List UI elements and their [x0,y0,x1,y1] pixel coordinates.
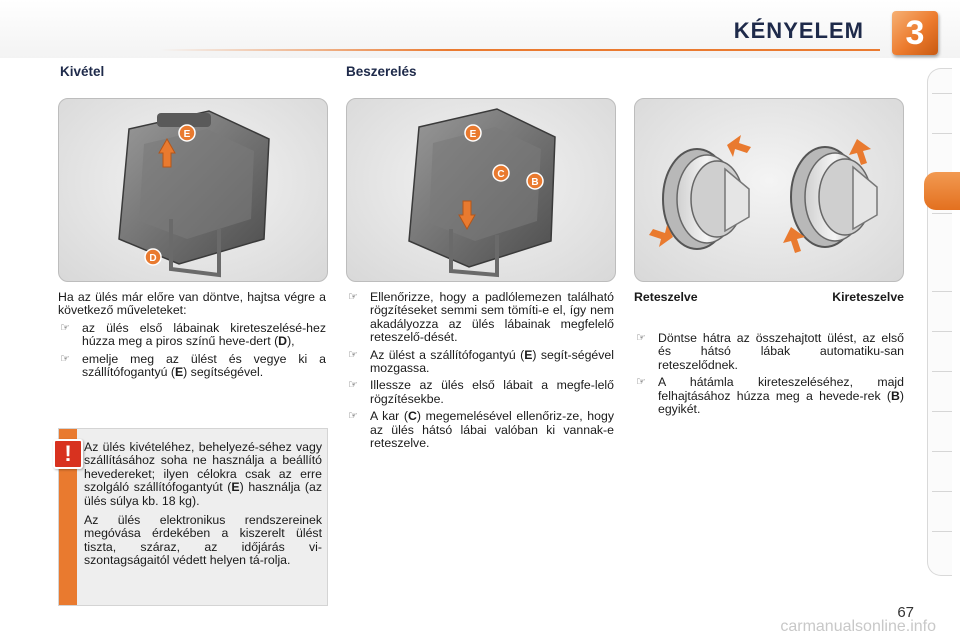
tab-chapter-3-active[interactable] [924,172,960,210]
bullet-text: ) megemelésével ellenőriz-ze, hogy az ülés hátsó lábai valóban ki vannak-e reteszelve. [370,409,614,451]
section-heading-removal: Kivétel [60,64,105,79]
bullet-text: A kar ( [370,409,408,424]
bullet-key: B [891,388,900,403]
bullet-hand-icon: ☞ [348,348,358,361]
bullet-text: ) segít-ségével mozgassa. [370,347,614,376]
footer-watermark: carmanualsonline.info [780,618,936,635]
bullet-text: ) egyikét. [658,388,904,417]
bullet-hand-icon: ☞ [348,410,358,423]
list-item [346,349,614,376]
figure-seat-removal [58,98,328,282]
warning-paragraph [84,441,322,508]
bullet-text: emelje meg az ülést és vegye ki a szállítófogantyú ( [82,351,326,380]
header-accent-line [160,49,880,51]
bullet-key: D [278,334,288,349]
tab-divider [932,531,952,532]
list-item [634,332,904,372]
tab-divider [932,411,952,412]
tab-divider [932,133,952,134]
warning-text-part: Az ülés kivételéhez, behelyezé-séhez vagy szállításához soha ne használja a beállító hevedereket; ilyen célokra csak az erre szolgáló szállítófogantyút ( [84,440,322,495]
tab-divider [932,291,952,292]
list-item [58,353,326,380]
chapter-tabs [927,68,952,576]
list-item [634,376,904,416]
list-item [346,410,614,450]
bullet-key: E [174,365,184,380]
bullet-text: ) segítségével. [183,365,264,380]
warning-text-part: ) használja (az ülés súlya kb. 18 kg). [84,480,322,508]
bullet-text: Ellenőrizze, hogy a padlólemezen található rögzítéseket semmi sem tömíti-e el, így nem akadályozza az ülés lábainak megfelelő reteszelő-dését. [370,290,614,345]
removal-intro: Ha az ülés már előre van döntve, hajtsa végre a következő műveleteket: [58,290,326,318]
tumble-text [634,332,904,420]
bullet-text: az ülés első lábainak kireteszelésé-hez húzza meg a piros színű heve-dert ( [82,320,326,349]
bullet-hand-icon: ☞ [60,352,70,365]
section-heading-installation: Beszerelés [346,64,417,79]
bullet-text: A hátámla kireteszeléséhez, majd felhajtásához húzza meg a hevede-rek ( [658,375,904,403]
bullet-hand-icon: ☞ [60,321,70,334]
warning-paragraph: Az ülés elektronikus rendszereinek megóvása érdekében a kiszerelt ülést tiszta, száraz, az időjárás vi-szontagságaitól védett helyen tá-rolja. [84,513,322,568]
position-labels [634,290,904,304]
removal-text [58,291,326,383]
page-title: KÉNYELEM [733,18,864,43]
warning-box [58,428,328,606]
warning-exclamation-icon: ! [53,439,83,469]
tab-divider [932,451,952,452]
bullet-hand-icon: ☞ [348,291,358,303]
page-number: 67 [897,604,914,621]
figure-label-c: C [497,169,505,180]
bullet-hand-icon: ☞ [636,376,646,389]
figure-label-b: B [531,177,539,188]
figure-label-e: E [183,129,191,140]
warning-text [84,441,322,574]
figure-label-e: E [469,129,477,140]
bullet-hand-icon: ☞ [348,379,358,392]
tab-divider [932,93,952,94]
bullet-text: Döntse hátra az összehajtott ülést, az első és hátsó lábak automatiku-san reteszelődnek. [658,331,904,372]
label-locked: Reteszelve [634,290,698,304]
tab-divider [932,331,952,332]
seat-locked-illustration [649,135,751,249]
bullet-key: C [407,409,417,424]
figure-seat-tumble [634,98,904,282]
figure-label-d: D [149,253,157,264]
bullet-hand-icon: ☞ [636,332,646,344]
bullet-text: Illessze az ülés első lábait a megfe-lelő rögzítésekbe. [370,378,614,406]
installation-text [346,291,614,454]
chapter-badge: 3 [892,11,938,55]
bullet-text: Az ülést a szállítófogantyú ( [370,347,525,362]
figure-seat-installation [346,98,616,282]
seat-unlocked-illustration [783,139,877,253]
bullet-text: ), [287,334,295,349]
list-item [346,379,614,406]
tab-divider [932,491,952,492]
label-unlocked: Kireteszelve [832,290,904,304]
warning-key: E [231,480,240,495]
tab-divider [932,213,952,214]
tab-divider [932,371,952,372]
list-item [346,291,614,345]
list-item [58,322,326,349]
bullet-key: E [524,347,533,362]
